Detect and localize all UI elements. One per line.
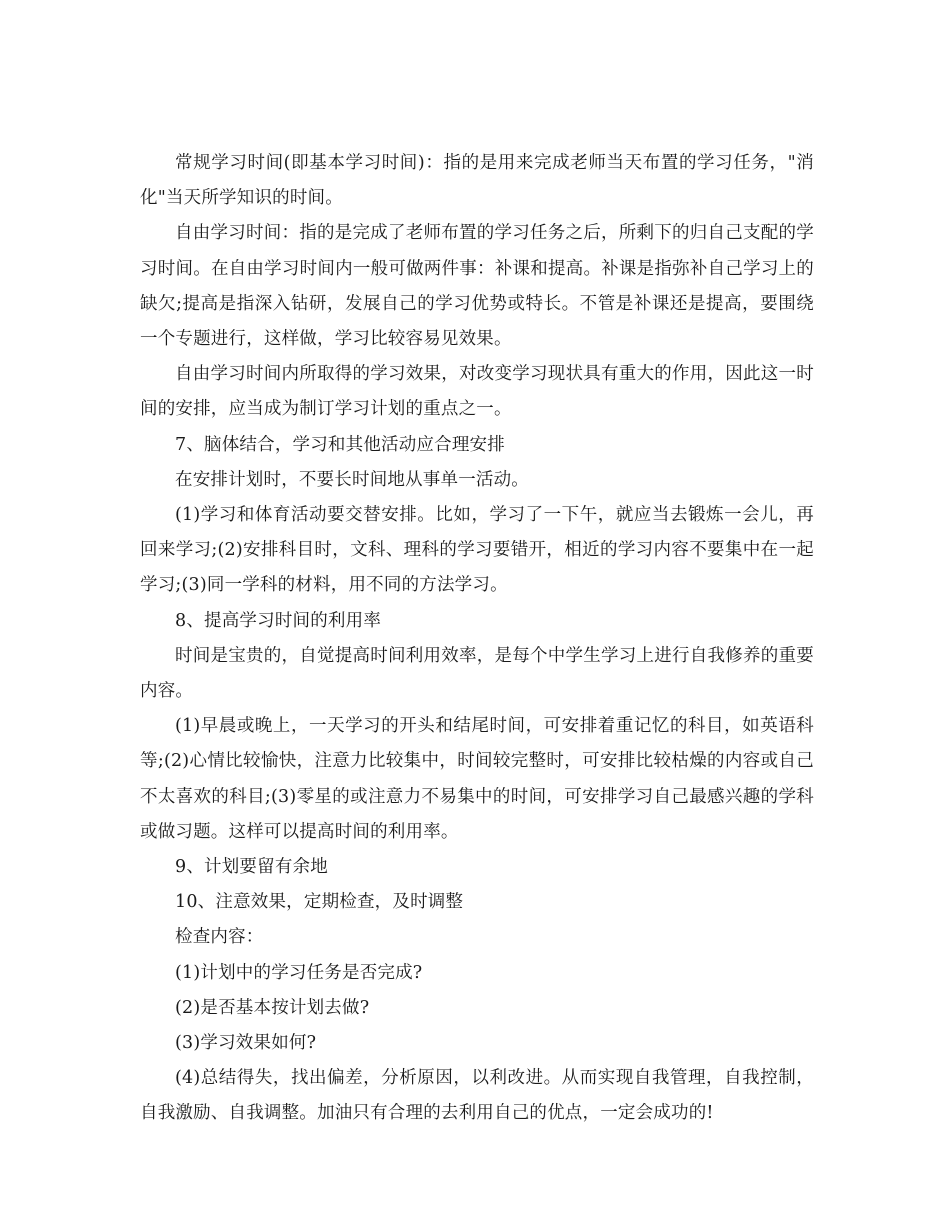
paragraph-alternate-activities: (1)学习和体育活动要交替安排。比如，学习了一下午，就应当去锻炼一会儿，再回来学习;(2)安排科目时，文科、理科的学习要错开，相近的学习内容不要集中在一起学习;(3)同一学科的材料，用不同的方法学习。 [140,505,814,596]
paragraph-free-study-time: 自由学习时间：指的是完成了老师布置的学习任务之后，所剩下的归自己支配的学习时间。在自由学习时间内一般可做两件事：补课和提高。补课是指弥补自己学习上的缺欠;提高是指深入钻研，发展自己的学习优势或特长。不管是补课还是提高，要围绕一个专题进行，这样做，学习比较容易见效果。 [140,223,814,350]
paragraph-check-content-label: 检查内容： [175,927,264,948]
heading-item-8: 8、提高学习时间的利用率 [175,610,382,631]
check-item-1: (1)计划中的学习任务是否完成? [175,962,423,983]
paragraph-time-arrangement: (1)早晨或晚上，一天学习的开头和结尾时间，可安排着重记忆的科目，如英语科等;(2)心情比较愉快，注意力比较集中，时间较完整时，可安排比较枯燥的内容或自己不太喜欢的科目;(3)零星的或注意力不易集中的时间，可安排学习自己最感兴趣的学科或做习题。这样可以提高时间的利用率。 [140,716,814,842]
heading-item-10: 10、注意效果，定期检查，及时调整 [175,892,464,913]
check-item-2: (2)是否基本按计划去做? [175,997,370,1018]
paragraph-avoid-single-activity: 在安排计划时，不要长时间地从事单一活动。 [175,469,529,490]
document-body [140,146,814,1132]
heading-item-9: 9、计划要留有余地 [175,857,328,878]
heading-item-7: 7、脑体结合，学习和其他活动应合理安排 [175,434,505,455]
check-item-3: (3)学习效果如何? [175,1033,317,1054]
check-item-4: (4)总结得失，找出偏差，分析原因，以利改进。从而实现自我管理，自我控制，自我激励、自我调整。加油只有合理的去利用自己的优点，一定会成功的! [140,1068,814,1124]
paragraph-time-is-precious: 时间是宝贵的，自觉提高时间利用效率，是每个中学生学习上进行自我修养的重要内容。 [140,645,814,702]
paragraph-regular-study-time: 常规学习时间(即基本学习时间)：指的是用来完成老师当天布置的学习任务，"消化"当天所学知识的时间。 [140,153,814,209]
paragraph-free-study-effect: 自由学习时间内所取得的学习效果，对改变学习现状具有重大的作用，因此这一时间的安排，应当成为制订学习计划的重点之一。 [140,364,814,420]
